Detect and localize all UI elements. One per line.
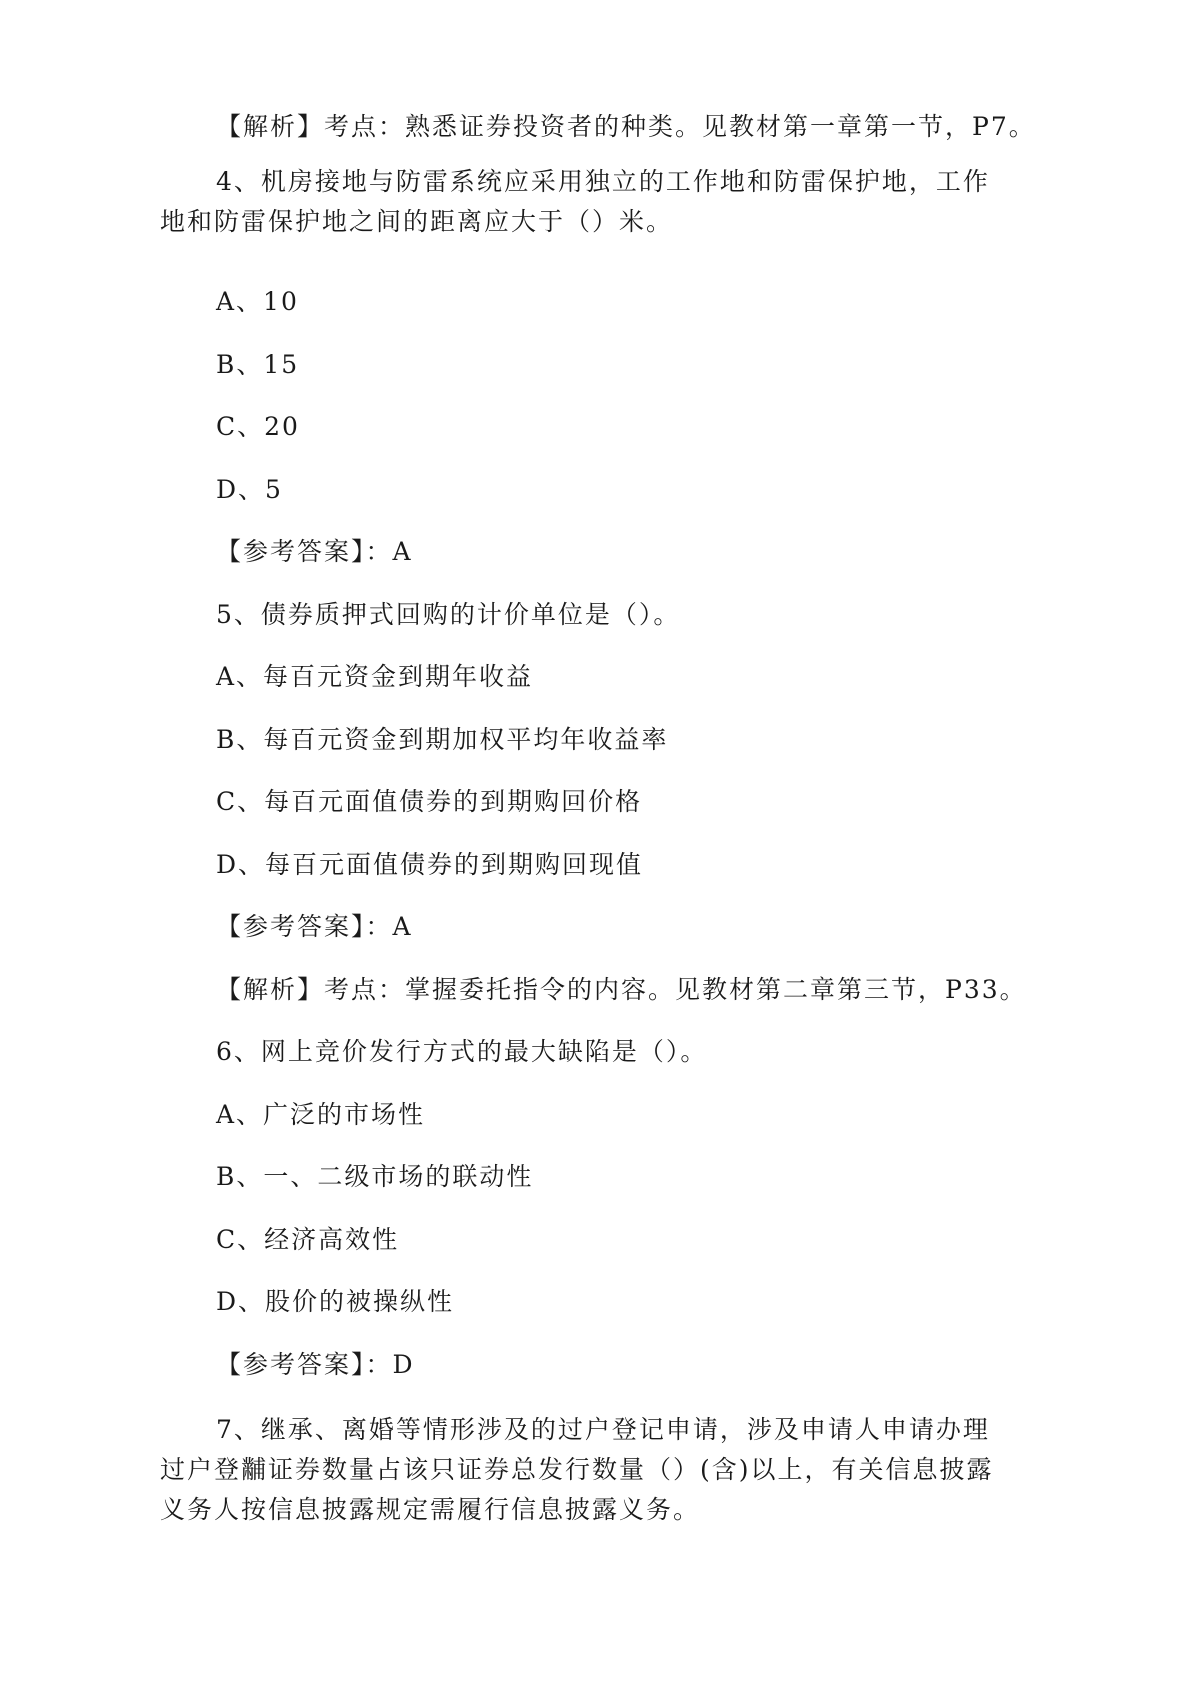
q6-option-b: B、一、二级市场的联动性: [216, 1162, 534, 1191]
q6-option-d: D、股价的被操纵性: [216, 1287, 455, 1316]
question-6: 6、网上竞价发行方式的最大缺陷是（）。: [216, 1037, 708, 1066]
q5-option-d: D、每百元面值债券的到期购回现值: [216, 850, 644, 879]
analysis-q5: 【解析】考点：掌握委托指令的内容。见教材第二章第三节，P33。: [216, 975, 1027, 1004]
question-5: 5、债券质押式回购的计价单位是（）。: [216, 600, 681, 629]
q4-option-b: B、15: [216, 350, 300, 379]
q5-option-b: B、每百元资金到期加权平均年收益率: [216, 725, 669, 754]
q6-answer: 【参考答案】：D: [216, 1350, 415, 1379]
q6-option-a: A、广泛的市场性: [216, 1100, 426, 1129]
question-7-line-2: 过户登黼证券数量占该只证券总发行数量（）(含)以上，有关信息披露: [160, 1455, 994, 1484]
q4-answer: 【参考答案】：A: [216, 537, 413, 566]
q4-option-a: A、10: [216, 287, 299, 316]
q4-option-c: C、20: [216, 412, 300, 441]
question-4-line-1: 4、机房接地与防雷系统应采用独立的工作地和防雷保护地，工作: [216, 167, 990, 196]
q6-option-c: C、经济高效性: [216, 1225, 400, 1254]
q5-option-a: A、每百元资金到期年收益: [216, 662, 534, 691]
q5-answer: 【参考答案】：A: [216, 912, 413, 941]
q4-option-d: D、5: [216, 475, 283, 504]
question-7-line-1: 7、继承、离婚等情形涉及的过户登记申请，涉及申请人申请办理: [216, 1415, 990, 1444]
analysis-q3: 【解析】考点：熟悉证券投资者的种类。见教材第一章第一节，P7。: [216, 112, 1036, 141]
question-7-line-3: 义务人按信息披露规定需履行信息披露义务。: [160, 1495, 701, 1524]
question-4-line-2: 地和防雷保护地之间的距离应大于（）米。: [160, 207, 674, 236]
q5-option-c: C、每百元面值债券的到期购回价格: [216, 787, 643, 816]
